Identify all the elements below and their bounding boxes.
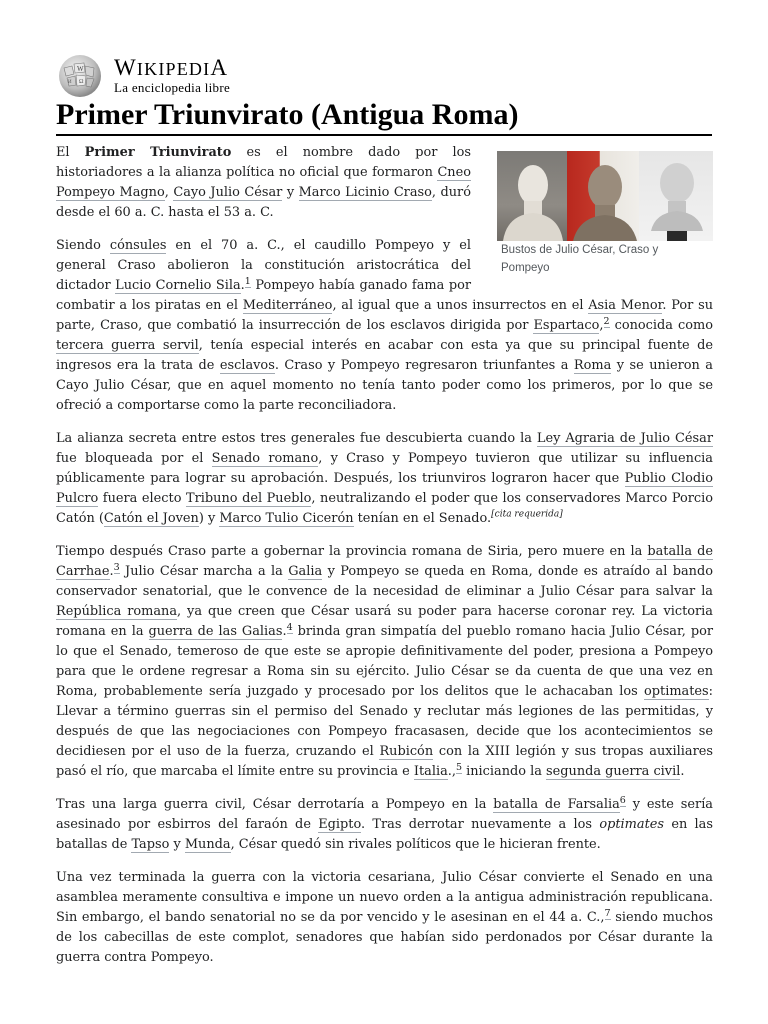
text: brinda gran simpatía del pueblo romano hacia Julio César, por lo que el Senado, temeroso de que este se apropie definitivamente del poder, presiona a Pompeyo para que le ordene regresar a Roma sin su ejército. Julio César se da cuenta de que una vez en Roma, probablemente sería juzgado y procesado por los delitos que le achacaban los — [56, 624, 713, 699]
link-roma[interactable]: Roma — [573, 358, 612, 373]
link-batalla-de-farsalia[interactable]: batalla de Farsalia — [493, 797, 620, 812]
text: en el 70 a. C., el caudillo Pompeyo y el general Craso abolieron la constitución aristocrática del dictador — [56, 238, 472, 293]
link-cneo-pompeyo-magno[interactable]: Cneo Pompeyo Magno — [56, 165, 471, 200]
svg-text:И: И — [68, 80, 72, 85]
reference-link-4[interactable]: 4 — [286, 621, 293, 633]
link-cayo-julio-cesar[interactable]: Cayo Julio César — [173, 185, 283, 200]
text: en las batallas de — [56, 817, 713, 852]
svg-text:W: W — [77, 65, 84, 73]
link-tapso[interactable]: Tapso — [131, 837, 170, 852]
link-mediterraneo[interactable]: Mediterráneo — [242, 298, 333, 313]
paragraph-4 — [56, 542, 713, 782]
text: fue bloqueada por el — [56, 451, 212, 466]
link-ley-agraria[interactable]: Ley Agraria de Julio César — [536, 431, 713, 446]
link-optimates[interactable]: optimates — [644, 684, 709, 699]
text: . Tras derrotar nuevamente a los — [361, 817, 600, 832]
text: . — [109, 564, 114, 579]
reference-link-7[interactable]: 7 — [604, 907, 611, 919]
citation-needed — [491, 510, 563, 520]
bust-craso-image — [567, 151, 639, 241]
link-tribuno-del-pueblo[interactable]: Tribuno del Pueblo — [186, 491, 312, 506]
text: Julio César marcha a la — [119, 564, 289, 579]
figure-caption: Bustos de Julio César, Craso y Pompeyo — [501, 244, 659, 274]
tagline: La enciclopedia libre — [114, 80, 231, 95]
wordmark-initial: W — [114, 55, 137, 80]
citation-needed-link[interactable]: cita requerida — [494, 509, 560, 520]
link-munda[interactable]: Munda — [184, 837, 231, 852]
paragraph-3 — [56, 429, 713, 529]
wikipedia-globe-icon[interactable] — [56, 54, 104, 98]
text: y este sería asesinado por esbirros del faraón de — [56, 797, 713, 832]
text: , — [164, 185, 174, 200]
text: y Pompeyo se queda en Roma, donde es atraído al bando conservador senatorial, que le convence de la necesidad de eliminar a Julio César para salvar la — [56, 564, 713, 599]
text: , duró desde el 60 a. C. hasta el 53 a. C. — [56, 185, 471, 220]
link-tercera-guerra-servil[interactable]: tercera guerra servil — [56, 338, 199, 353]
text: . — [282, 624, 287, 639]
link-italia[interactable]: Italia — [413, 764, 448, 779]
link-marco-tulio-ciceron[interactable]: Marco Tulio Cicerón — [219, 511, 354, 526]
link-galia[interactable]: Galia — [288, 564, 323, 579]
text: . Por su parte, Craso, que combatió la insurrección de los esclavos dirigida por — [56, 298, 713, 333]
bust-julio-cesar-image — [497, 151, 567, 241]
reference-link-3[interactable]: 3 — [113, 561, 120, 573]
link-guerra-de-las-galias[interactable]: guerra de las Galias — [148, 624, 283, 639]
link-marco-licinio-craso[interactable]: Marco Licinio Craso — [298, 185, 432, 200]
reference-link-2[interactable]: 2 — [603, 315, 610, 327]
text: conocida como — [609, 318, 713, 333]
text: fuera electo — [98, 491, 187, 506]
text: Una vez terminada la guerra con la victoria cesariana, Julio César convierte el Senado en una asamblea meramente consultiva e impone un nuevo orden a la antigua administración republicana. Sin embargo, el bando senatorial no se da por vencido y le asesinan en el 44 a. C., — [56, 870, 713, 925]
link-espartaco[interactable]: Espartaco — [533, 318, 600, 333]
text: Tiempo después Craso parte a gobernar la provincia romana de Siria, pero muere en la — [56, 544, 648, 559]
svg-text:Ω: Ω — [79, 79, 84, 85]
text: . Craso y Pompeyo regresaron triunfantes a — [274, 358, 574, 373]
text: y se unieron a Cayo Julio César, que en aquel momento no tenía tanto poder como los primeros, por lo que se ofreció a comportarse como la parte reconciliadora. — [56, 358, 713, 413]
text: . — [680, 764, 685, 779]
link-rubicon[interactable]: Rubicón — [379, 744, 434, 759]
text: es el nombre dado por los historiadores a la alianza política no oficial que formaron — [56, 145, 471, 180]
link-egipto[interactable]: Egipto — [318, 817, 362, 832]
bust-pompeyo-image — [639, 151, 713, 241]
figure-image[interactable] — [497, 151, 713, 241]
site-header — [56, 52, 456, 98]
text: con la XIII legión y sus tropas auxiliares pasó el río, que marcaba el límite entre su provincia e — [56, 744, 714, 779]
text: , al igual que a unos insurrectos en el — [332, 298, 589, 313]
wikipedia-wordmark[interactable] — [114, 56, 228, 81]
text: iniciando la — [462, 764, 547, 779]
text: , César quedó sin rivales políticos que le hicieran frente. — [230, 837, 601, 852]
link-publio-clodio-pulcro[interactable]: Publio Clodio Pulcro — [56, 471, 713, 506]
wordmark-final: A — [210, 55, 229, 80]
text: y — [282, 185, 299, 200]
paragraph-5 — [56, 795, 713, 855]
text: , tenía especial interés en acabar con esta ya que su principal fuente de ingresos era la trata de — [56, 338, 713, 373]
text: ] — [559, 509, 563, 520]
page-title: Primer Triunvirato (Antigua Roma) — [56, 96, 712, 136]
link-senado-romano[interactable]: Senado romano — [211, 451, 319, 466]
text: , y Craso y Pompeyo tuvieron que utilizar su influencia públicamente para lograr su aprobación. Después, los triunviros lograron hacer que — [56, 451, 713, 486]
text: Siendo — [56, 238, 110, 253]
link-esclavos[interactable]: esclavos — [219, 358, 275, 373]
text: , ya que creen que César usará su poder para hacerse coronar rey. La victoria romana en la — [56, 604, 713, 639]
figure — [497, 151, 713, 277]
term-bold: Primer Triunvirato — [84, 145, 232, 160]
reference-link-5[interactable]: 5 — [455, 761, 463, 773]
link-consules[interactable]: cónsules — [109, 238, 167, 253]
reference-link-6[interactable]: 6 — [619, 794, 626, 806]
text: y — [169, 837, 185, 852]
link-lucio-cornelio-sila[interactable]: Lucio Cornelio Sila — [115, 278, 241, 293]
text: Tras una larga guerra civil, César derrotaría a Pompeyo en la — [56, 797, 494, 812]
text: , neutralizando el poder que los conservadores Marco Porcio Catón ( — [56, 491, 713, 526]
paragraph-6 — [56, 868, 713, 968]
link-asia-menor[interactable]: Asia Menor — [588, 298, 663, 313]
text: ., — [447, 764, 456, 779]
reference-link-1[interactable]: 1 — [244, 275, 251, 287]
text: ) y — [198, 511, 220, 526]
link-caton-el-joven[interactable]: Catón el Joven — [103, 511, 199, 526]
text: Pompeyo había ganado fama por combatir a los piratas en el — [56, 278, 471, 313]
text: [ — [491, 509, 495, 520]
link-segunda-guerra-civil[interactable]: segunda guerra civil — [546, 764, 681, 779]
article-body — [56, 143, 713, 981]
text: . — [240, 278, 245, 293]
text: , — [599, 318, 604, 333]
text: siendo muchos de los cabecillas de este complot, senadores que habían sido perdonados por César durante la guerra contra Pompeyo. — [56, 910, 713, 965]
italic-term: optimates — [599, 817, 665, 832]
text: La alianza secreta entre estos tres generales fue descubierta cuando la — [56, 431, 537, 446]
link-republica-romana[interactable]: República romana — [56, 604, 178, 619]
wordmark-middle: IKIPEDI — [136, 59, 211, 79]
text: El — [56, 145, 85, 160]
link-batalla-de-carrhae[interactable]: batalla de Carrhae — [56, 544, 714, 579]
text: tenían en el Senado. — [353, 511, 492, 526]
text: : Llevar a término guerras sin el permiso del Senado y reclutar más legiones de las permitidas, y después de que las negociaciones con Pompeyo fracasasen, decide que los acontecimientos se decidiesen por el uso de la fuerza, cruzando el — [56, 684, 713, 759]
